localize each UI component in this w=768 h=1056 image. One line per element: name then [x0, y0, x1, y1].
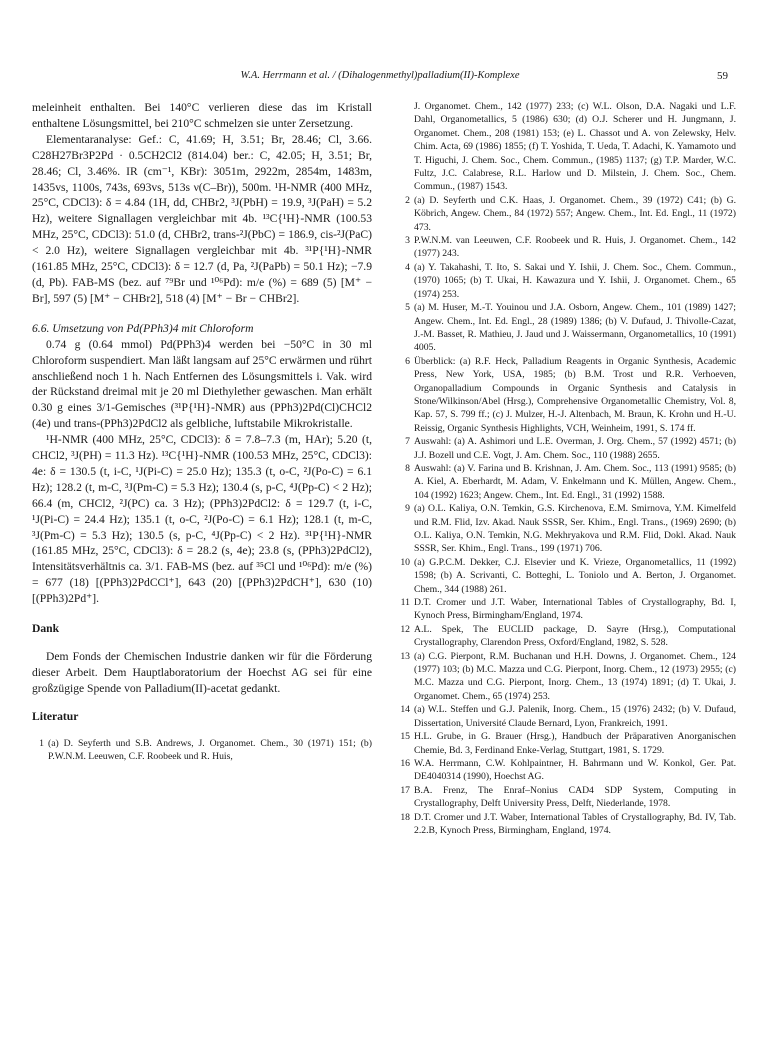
reference-text: (a) D. Seyferth und S.B. Andrews, J. Organomet. Chem., 30 (1971) 151; (b) P.W.N.M. Leeuwen, C.F. Roobeek und R. Huis, — [48, 737, 372, 763]
dank-heading: Dank — [32, 622, 60, 636]
reference-text: D.T. Cromer und J.T. Waber, International Tables of Crystallography, Bd. I, Kynoch Press, Birmingham/England, 1974. — [414, 597, 736, 622]
reference-item — [398, 730, 736, 757]
reference-text: H.L. Grube, in G. Brauer (Hrsg.), Handbuch der Präparativen Anorganischen Chemie, Bd. 3, Ferdinand Enke-Verlag, Stuttgart, 1981, S. 1729. — [414, 731, 736, 756]
reference-item — [32, 737, 372, 764]
reference-item — [398, 650, 736, 704]
literatur-heading: Literatur — [32, 709, 79, 723]
reference-number: 1 — [39, 737, 44, 749]
running-head: W.A. Herrmann et al. / (Dihalogenmethyl)palladium(II)-Komplexe — [240, 70, 520, 81]
reference-number: 6 — [405, 355, 410, 367]
reference-number: 9 — [405, 503, 410, 515]
reference-text: B.A. Frenz, The Enraf–Nonius CAD4 SDP System, Computing in Crystallography, Delft University Press, Delft, Niederlande, 1978. — [414, 784, 736, 810]
reference-item — [398, 502, 736, 556]
right-column — [398, 100, 736, 837]
reference-item — [398, 100, 736, 194]
reference-number: 12 — [400, 623, 410, 635]
reference-text: Überblick: (a) R.F. Heck, Palladium Reagents in Organic Synthesis, Academic Press, New York, USA, 1985; (b) B.M. Trost und R.R. Verhoeven, Organopalladium Compounds in Organic Synthesis and Catalysis in Stone/Wilkinson/Abel (Hrsg.), Comprehensive Organometallic Chemistry, Vol. 8, Kap. 57, S. 799 ff.; (c) J. Mulzer, H.-J. Altenbach, M. Braun, K. Krohn und H.-U. Reissig, Organic Synthesis Highlights, VCH, Weinheim, 1991, S. 174 ff. — [414, 355, 736, 434]
reference-text: A.L. Spek, The EUCLID package, D. Sayre (Hrsg.), Computational Crystallography, Clarendon Press, Oxford/England, 1982, S. 528. — [414, 623, 736, 649]
reference-text: Auswahl: (a) V. Farina und B. Krishnan, J. Am. Chem. Soc., 113 (1991) 9585; (b) A. Kiel, A. Eberhardt, M. Adam, V. Enkelmann und K. Müllen, Angew. Chem., 104 (1992) 1623; Angew. Chem., Int. Ed. Engl., 31 (1992) 1588. — [414, 462, 736, 501]
reference-item — [398, 355, 736, 435]
reference-item — [398, 261, 736, 301]
reference-text: (a) D. Seyferth und C.K. Haas, J. Organomet. Chem., 39 (1972) C41; (b) G. Köbrich, Angew. Chem., 84 (1972) 557; Angew. Chem., Int. Ed. Engl., 11 (1972) 473. — [414, 194, 736, 233]
reference-number: 7 — [405, 436, 410, 448]
reference-text: (a) G.P.C.M. Dekker, C.J. Elsevier und K. Vrieze, Organometallics, 11 (1992) 1598; (b) A. Scrivanti, C. Botteghi, L. Toniolo und A. Berton, J. Organomet. Chem., 344 (1988) 261. — [414, 556, 736, 595]
paragraph-procedure: 0.74 g (0.64 mmol) Pd(PPh3)4 werden bei −50°C in 30 ml Chloroform suspendiert. Man läßt langsam auf 25°C erwärmen und rührt anschließend noch 1 h. Nach Entfernen des Lösungsmittels i. Vak. wird der Rückstand dreimal mit je 20 ml Diethylether gewaschen. Man erhält 0.30 g eines 3/1-Gemisches (³¹P{¹H}-NMR) aus (PPh3)2Pd(Cl)CHCl2 (4e) und trans-(PPh3)2PdCl2 als gelbliche, luftstabile Mikrokristalle. — [32, 337, 372, 431]
reference-item — [398, 811, 736, 838]
reference-text: (a) O.L. Kaliya, O.N. Temkin, G.S. Kirchenova, E.M. Smirnova, Y.M. Kimelfeld und R.M. Flid, Izv. Akad. Nauk SSSR, Ser. Khim., Engl. Trans., (1969) 2690; (b) O.L. Kaliya, O.N. Temkin, N.G. Mekhryakova und R.M. Flid, Dokl. Akad. Nauk SSSR, Ser. Khim., Engl. Trans., 199 (1971) 706. — [414, 503, 736, 555]
reference-item — [398, 556, 736, 596]
reference-text: J. Organomet. Chem., 142 (1977) 233; (c) W.L. Olson, D.A. Nagaki und L.F. Dahl, Organometallics, 5 (1986) 630; (d) O.J. Scherer und H. Jungmann, J. Organomet. Chem., 208 (1981) 153; (e) L. Chassot und A. von Zelewsky, Helv. Chim. Acta, 69 (1986) 1855; (f) T. Yoshida, T. Ueda, T. Adachi, K. Yamamoto und T. Higuchi, J. Chem. Soc., Chem. Commun., (1985) 1137; (g) T.P. Marder, W.C. Fultz, J.C. Calabrese, R.L. Harlow und D. Milstein, J. Chem. Soc., Chem. Commun., (1987) 1543. — [414, 101, 736, 193]
reference-text: Auswahl: (a) A. Ashimori und L.E. Overman, J. Org. Chem., 57 (1992) 4571; (b) J.J. Bozell und C.E. Vogt, J. Am. Chem. Soc., 110 (1988) 2655. — [414, 436, 736, 461]
paragraph-elemental-analysis: Elementaranalyse: Gef.: C, 41.69; H, 3.51; Br, 28.46; Cl, 3.66. C28H27Br3P2Pd · 0.5CH2Cl2 (814.04) ber.: C, 42.05; H, 3.51; Br, 28.46; Cl, 3.46%. IR (cm⁻¹, KBr): 3051m, 2922m, 2854m, 1483m, 1435vs, 1100s, 743s, 693vs, 513s ν(C–Br)), 500m. ¹H-NMR (400 MHz, 25°C, CDCl3): δ = 4.84 (1H, dd, CHBr2, ³J(PbH) = 19.9, ³J(PaH) = 5.2 Hz), weitere Signallagen vergleichbar mit 4b. ¹³C{¹H}-NMR (100.53 MHz, 25°C, CDCl3): 51.0 (d, CHBr2, trans-²J(PbC) = 186.9, cis-²J(PaC) < 2.0 Hz), weitere Signallagen vergleichbar mit 4b. ³¹P{¹H}-NMR (161.85 MHz, 25°C, CDCl3): δ = 12.7 (d, Pa, ²J(PaPb) = 50.1 Hz); −7.9 (d, Pb). FAB-MS (bez. auf ⁷⁹Br und ¹⁰⁶Pd): m/e (%) = 689 (5) [M⁺ − Br], 597 (5) [M⁺ − CHBr2], 518 (4) [M⁺ − Br − CHBr2]. — [32, 132, 372, 305]
reference-number: 14 — [400, 704, 410, 716]
reference-text: D.T. Cromer und J.T. Waber, International Tables of Crystallography, Bd. IV, Tab. 2.2.B, Kynoch Press, Birmingham, England, 1974. — [414, 811, 736, 836]
reference-item — [398, 703, 736, 730]
reference-number: 15 — [400, 731, 410, 743]
reference-text: (a) M. Huser, M.-T. Youinou und J.A. Osborn, Angew. Chem., 101 (1989) 1427; Angew. Chem., Int. Ed. Engl., 28 (1989) 1386; (b) V. Dufaud, J. Thivolle-Cazat, J.-M. Basset, R. Mathieu, J. Jaud und J. Waissermann, Organometallics, 10 (1991) 4005. — [414, 302, 736, 354]
reference-number: 2 — [405, 194, 410, 206]
reference-text: (a) Y. Takahashi, T. Ito, S. Sakai und Y. Ishii, J. Chem. Soc., Chem. Commun., (1970) 1065; (b) T. Ukai, H. Kawazura und Y. Ishii, J. Organomet. Chem., 65 (1974) 253. — [414, 261, 736, 300]
reference-text: (a) C.G. Pierpont, R.M. Buchanan und H.H. Downs, J. Organomet. Chem., 124 (1977) 103; (b) M.C. Mazza und C.G. Pierpont, Inorg. Chem., 12 (1973) 2955; (c) M.C. Mazza und C.G. Pierpont, Inorg. Chem., 13 (1974) 1891; (d) T. Ukai, J. Organomet. Chem., 65 (1974) 253. — [414, 650, 736, 702]
reference-number: 16 — [400, 757, 410, 769]
reference-number: 13 — [400, 650, 410, 662]
paragraph-nmr-data: ¹H-NMR (400 MHz, 25°C, CDCl3): δ = 7.8–7.3 (m, HAr); 5.20 (t, CHCl2, ³J(PH) = 11.3 Hz). ¹³C{¹H}-NMR (100.53 MHz, 25°C, CDCl3): 4e: δ = 130.5 (t, i-C, ¹J(Pi-C) = 25.0 Hz); 135.3 (t, o-C, ²J(Po-C) = 6.1 Hz); 128.2 (t, m-C, ³J(Pm-C) = 5.3 Hz); 130.4 (s, p-C, ⁴J(Pp-C) < 2 Hz); 66.4 (m, CHCl2, ²J(PC) ca. 3 Hz); (PPh3)2PdCl2: δ = 129.7 (t, i-C, ¹J(Pi-C) = 24.4 Hz); 135.1 (t, o-C, ²J(Po-C) = 6.1 Hz); 128.1 (t, m-C, ³J(Pm-C) = 5.3 Hz); 130.5 (s, p-C, ⁴J(Pp-C) < 2 Hz). ³¹P{¹H}-NMR (161.85 MHz, 25°C, CDCl3): δ = 28.2 (s, 4e); 23.8 (s, (PPh3)2PdCl2), Intensitätsverhältnis ca. 3/1. FAB-MS (bez. auf ³⁵Cl und ¹⁰⁶Pd): m/e (%) = 677 (18) [(PPh3)2PdCCl⁺], 643 (20) [(PPh3)2PdCH⁺], 630 (10) [(PPh3)2Pd⁺]. — [32, 433, 372, 606]
dank-text: Dem Fonds der Chemischen Industrie danken wir für die Förderung dieser Arbeit. Dem Hauptlaboratorium der Hoechst AG sei für eine großzügige Spende von Palladium(II)-acetat gedankt. — [32, 650, 372, 695]
reference-item — [398, 784, 736, 811]
reference-number: 18 — [400, 811, 410, 823]
reference-text: P.W.N.M. van Leeuwen, C.F. Roobeek und R. Huis, J. Organomet. Chem., 142 (1977) 243. — [414, 235, 736, 260]
page-header — [32, 70, 728, 86]
reference-number: 8 — [405, 462, 410, 474]
reference-text: W.A. Herrmann, C.W. Kohlpaintner, H. Bahrmann und W. Konkol, Ger. Pat. DE4040314 (1990), Hoechst AG. — [414, 757, 736, 783]
reference-number: 17 — [400, 784, 410, 796]
reference-item — [398, 435, 736, 462]
reference-number: 4 — [405, 261, 410, 273]
reference-list-right — [398, 100, 736, 837]
reference-item — [398, 194, 736, 234]
reference-number: 10 — [400, 556, 410, 568]
reference-item — [398, 234, 736, 261]
reference-item — [398, 596, 736, 623]
reference-item — [398, 623, 736, 650]
page-number: 59 — [717, 70, 728, 82]
left-column — [32, 100, 372, 763]
reference-item — [398, 301, 736, 355]
section-heading: 6.6. Umsetzung von Pd(PPh3)4 mit Chloroform — [32, 321, 254, 335]
reference-number: 11 — [400, 597, 410, 609]
paragraph-continuation: meleinheit enthalten. Bei 140°C verlieren diese das im Kristall enthaltene Lösungsmittel, bei 210°C schmelzen sie unter Zersetzung. — [32, 101, 372, 130]
reference-number: 3 — [405, 235, 410, 247]
reference-list-left — [32, 737, 372, 764]
reference-number: 5 — [405, 302, 410, 314]
reference-text: (a) W.L. Steffen und G.J. Palenik, Inorg. Chem., 15 (1976) 2432; (b) V. Dufaud, Dissertation, Université Claude Bernard, Lyon, Frankreich, 1991. — [414, 704, 736, 729]
reference-item — [398, 757, 736, 784]
reference-item — [398, 462, 736, 502]
